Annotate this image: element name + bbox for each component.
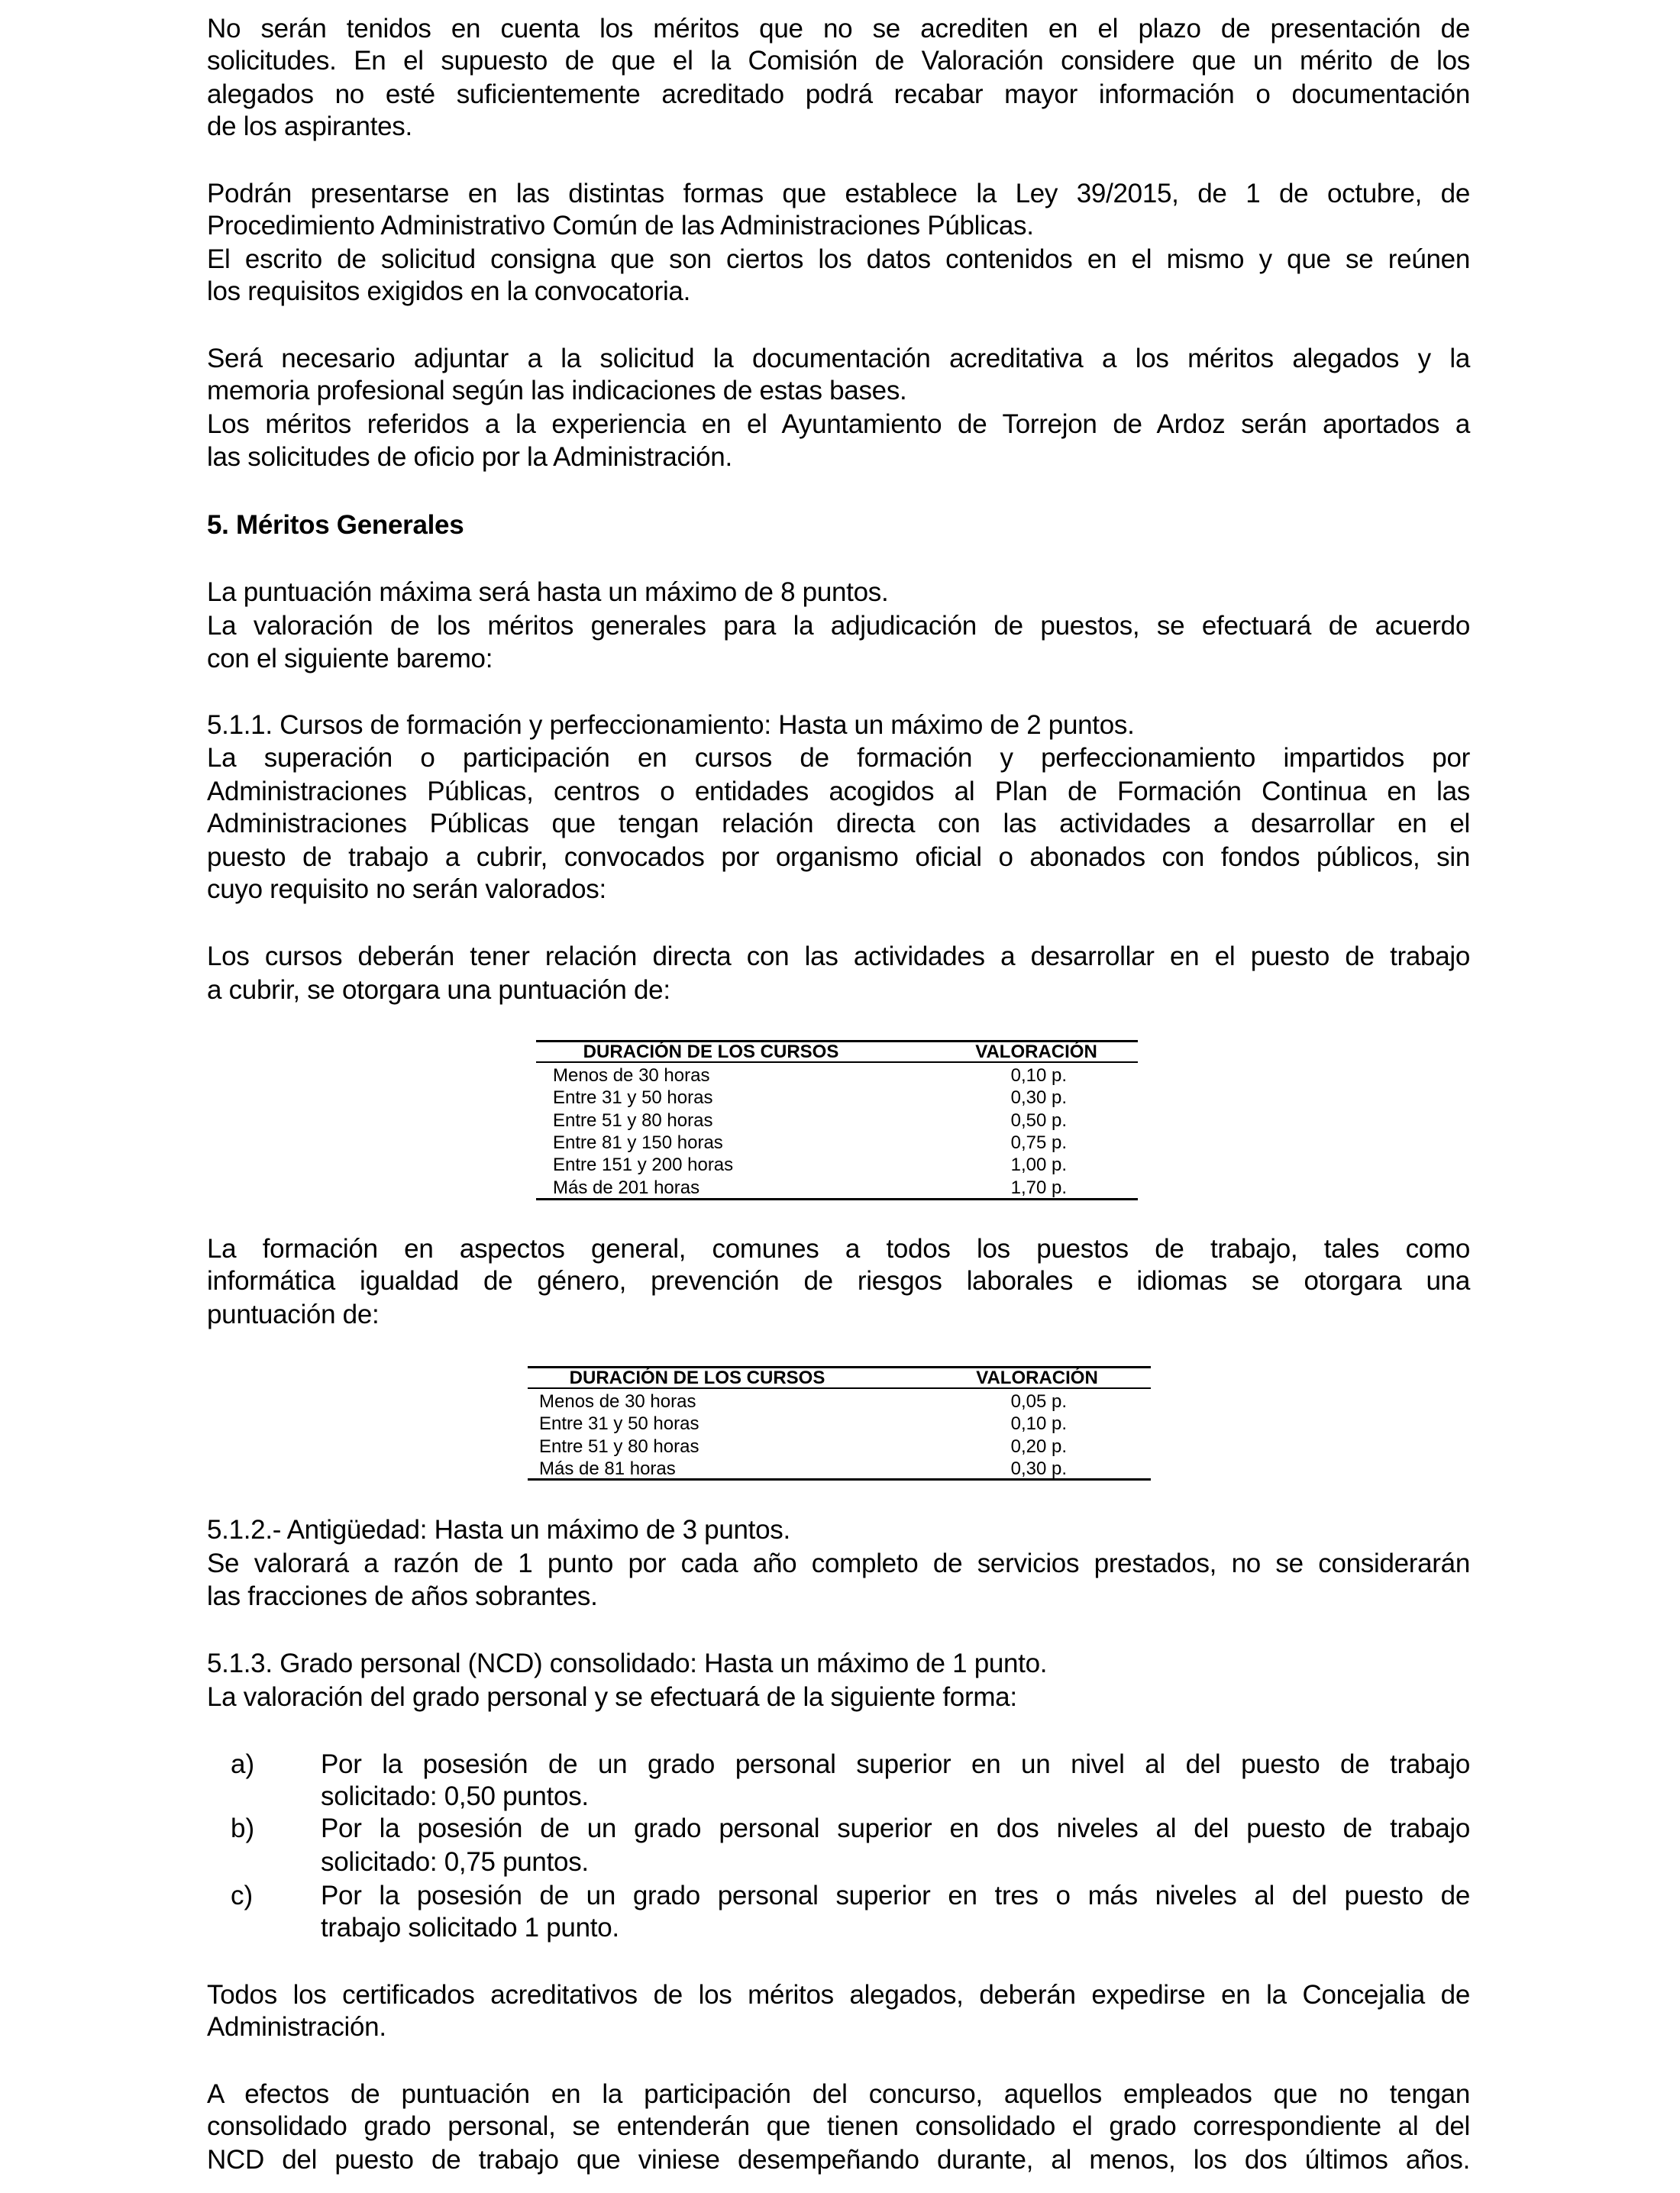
- paragraph-line: cuyo requisito no serán valorados:: [207, 874, 606, 904]
- table-cell-duration: Entre 51 y 80 horas: [553, 1109, 713, 1131]
- paragraph-line: La valoración de los méritos generales para la adjudicación de puestos, se efectuará de acuerdo: [207, 611, 1470, 641]
- paragraph-line: La superación o participación en cursos de formación y perfeccionamiento impartidos por: [207, 742, 1470, 773]
- paragraph-line: La valoración del grado personal y se efectuará de la siguiente forma:: [207, 1681, 1017, 1712]
- list-item-line: Por la posesión de un grado personal superior en tres o más niveles al del puesto de: [321, 1880, 1470, 1910]
- paragraph-line: 5.1.1. Cursos de formación y perfeccionamiento: Hasta un máximo de 2 puntos.: [207, 710, 1135, 741]
- table-cell-duration: Menos de 30 horas: [553, 1065, 710, 1086]
- paragraph-line: Será necesario adjuntar a la solicitud la documentación acreditativa a los méritos alegados y la: [207, 344, 1470, 374]
- paragraph-line: de los aspirantes.: [207, 111, 412, 141]
- list-item-line: solicitado: 0,75 puntos.: [321, 1846, 589, 1877]
- list-item-label: a): [231, 1749, 255, 1779]
- table-cell-duration: Entre 151 y 200 horas: [553, 1155, 734, 1176]
- list-item-line: Por la posesión de un grado personal superior en dos niveles al del puesto de trabajo: [321, 1813, 1470, 1843]
- list-item-label: c): [231, 1880, 254, 1910]
- table-cell-valoracion: 0,20 p.: [1010, 1436, 1067, 1457]
- paragraph-line: Todos los certificados acreditativos de los méritos alegados, deberán expedirse en la Concejalia de: [207, 1980, 1470, 2011]
- paragraph-line: Administración.: [207, 2012, 386, 2043]
- paragraph-line: alegados no esté suficientemente acreditado podrá recabar mayor información o documentación: [207, 79, 1470, 109]
- list-item-line: solicitado: 0,50 puntos.: [321, 1781, 589, 1811]
- table-cell-duration: Más de 81 horas: [539, 1458, 676, 1479]
- paragraph-line: No serán tenidos en cuenta los méritos que no se acrediten en el plazo de presentación de: [207, 13, 1470, 44]
- paragraph-line: Los cursos deberán tener relación directa con las actividades a desarrollar en el puesto de trabajo: [207, 941, 1470, 971]
- table-cell-valoracion: 0,30 p.: [1010, 1087, 1067, 1109]
- table-cell-duration: Entre 51 y 80 horas: [539, 1436, 699, 1457]
- table-cell-valoracion: 0,30 p.: [1010, 1458, 1067, 1479]
- paragraph-line: los requisitos exigidos en la convocatoria.: [207, 276, 691, 307]
- table-header-duration: DURACIÓN DE LOS CURSOS: [569, 1368, 825, 1388]
- paragraph-line: Se valorará a razón de 1 punto por cada año completo de servicios prestados, no se considerarán: [207, 1549, 1470, 1579]
- paragraph-line: puntuación de:: [207, 1300, 380, 1330]
- section-heading: 5. Méritos Generales: [207, 510, 464, 541]
- paragraph-line: consolidado grado personal, se entenderán que tienen consolidado el grado correspondiente al del: [207, 2111, 1470, 2142]
- table-cell-duration: Menos de 30 horas: [539, 1391, 696, 1412]
- list-item-line: Por la posesión de un grado personal superior en un nivel al del puesto de trabajo: [321, 1749, 1470, 1779]
- table-cell-valoracion: 0,10 p.: [1010, 1413, 1067, 1435]
- paragraph-line: las solicitudes de oficio por la Administración.: [207, 441, 732, 472]
- paragraph-line: A efectos de puntuación en la participación del concurso, aquellos empleados que no tengan: [207, 2079, 1470, 2110]
- paragraph-line: Podrán presentarse en las distintas formas que establece la Ley 39/2015, de 1 de octubre, de: [207, 178, 1470, 208]
- paragraph-line: Procedimiento Administrativo Común de las Administraciones Públicas.: [207, 211, 1034, 241]
- paragraph-line: El escrito de solicitud consigna que son ciertos los datos contenidos en el mismo y que se reúnen: [207, 244, 1470, 275]
- paragraph-line: Administraciones Públicas que tengan relación directa con las actividades a desarrollar en el: [207, 808, 1470, 838]
- paragraph-line: informática igualdad de género, prevención de riesgos laborales e idiomas se otorgara una: [207, 1266, 1470, 1297]
- paragraph-line: NCD del puesto de trabajo que viniese desempeñando durante, al menos, los dos últimos años.: [207, 2145, 1470, 2175]
- list-item-label: b): [231, 1813, 255, 1843]
- table-cell-duration: Entre 31 y 50 horas: [539, 1413, 699, 1435]
- paragraph-line: las fracciones de años sobrantes.: [207, 1581, 598, 1611]
- table-cell-valoracion: 0,05 p.: [1010, 1391, 1067, 1412]
- paragraph-line: 5.1.2.- Antigüedad: Hasta un máximo de 3 puntos.: [207, 1515, 790, 1545]
- paragraph-line: puesto de trabajo a cubrir, convocados por organismo oficial o abonados con fondos públicos, sin: [207, 841, 1470, 872]
- paragraph-line: solicitudes. En el supuesto de que el la Comisión de Valoración considere que un mérito de los: [207, 45, 1470, 76]
- table-cell-valoracion: 1,00 p.: [1010, 1155, 1067, 1176]
- table-cell-valoracion: 0,10 p.: [1010, 1065, 1067, 1086]
- paragraph-line: a cubrir, se otorgara una puntuación de:: [207, 974, 670, 1005]
- paragraph-line: memoria profesional según las indicaciones de estas bases.: [207, 376, 907, 406]
- paragraph-line: La formación en aspectos general, comunes a todos los puestos de trabajo, tales como: [207, 1234, 1470, 1264]
- paragraph-line: con el siguiente baremo:: [207, 643, 493, 673]
- table-cell-valoracion: 0,50 p.: [1010, 1109, 1067, 1131]
- table-header-valoracion: VALORACIÓN: [975, 1042, 1097, 1062]
- table-cell-duration: Más de 201 horas: [553, 1177, 700, 1198]
- paragraph-line: Los méritos referidos a la experiencia en el Ayuntamiento de Torrejon de Ardoz serán aportados a: [207, 409, 1470, 440]
- table-cell-valoracion: 1,70 p.: [1010, 1177, 1067, 1198]
- list-item-line: trabajo solicitado 1 punto.: [321, 1913, 619, 1943]
- paragraph-line: 5.1.3. Grado personal (NCD) consolidado: Hasta un máximo de 1 punto.: [207, 1648, 1048, 1678]
- table-cell-duration: Entre 31 y 50 horas: [553, 1087, 713, 1109]
- paragraph-line: Administraciones Públicas, centros o entidades acogidos al Plan de Formación Continua en las: [207, 776, 1470, 806]
- table-header-valoracion: VALORACIÓN: [976, 1368, 1098, 1388]
- table-cell-valoracion: 0,75 p.: [1010, 1132, 1067, 1153]
- table-cell-duration: Entre 81 y 150 horas: [553, 1132, 723, 1153]
- table-header-duration: DURACIÓN DE LOS CURSOS: [583, 1042, 839, 1062]
- paragraph-line: La puntuación máxima será hasta un máximo de 8 puntos.: [207, 577, 889, 608]
